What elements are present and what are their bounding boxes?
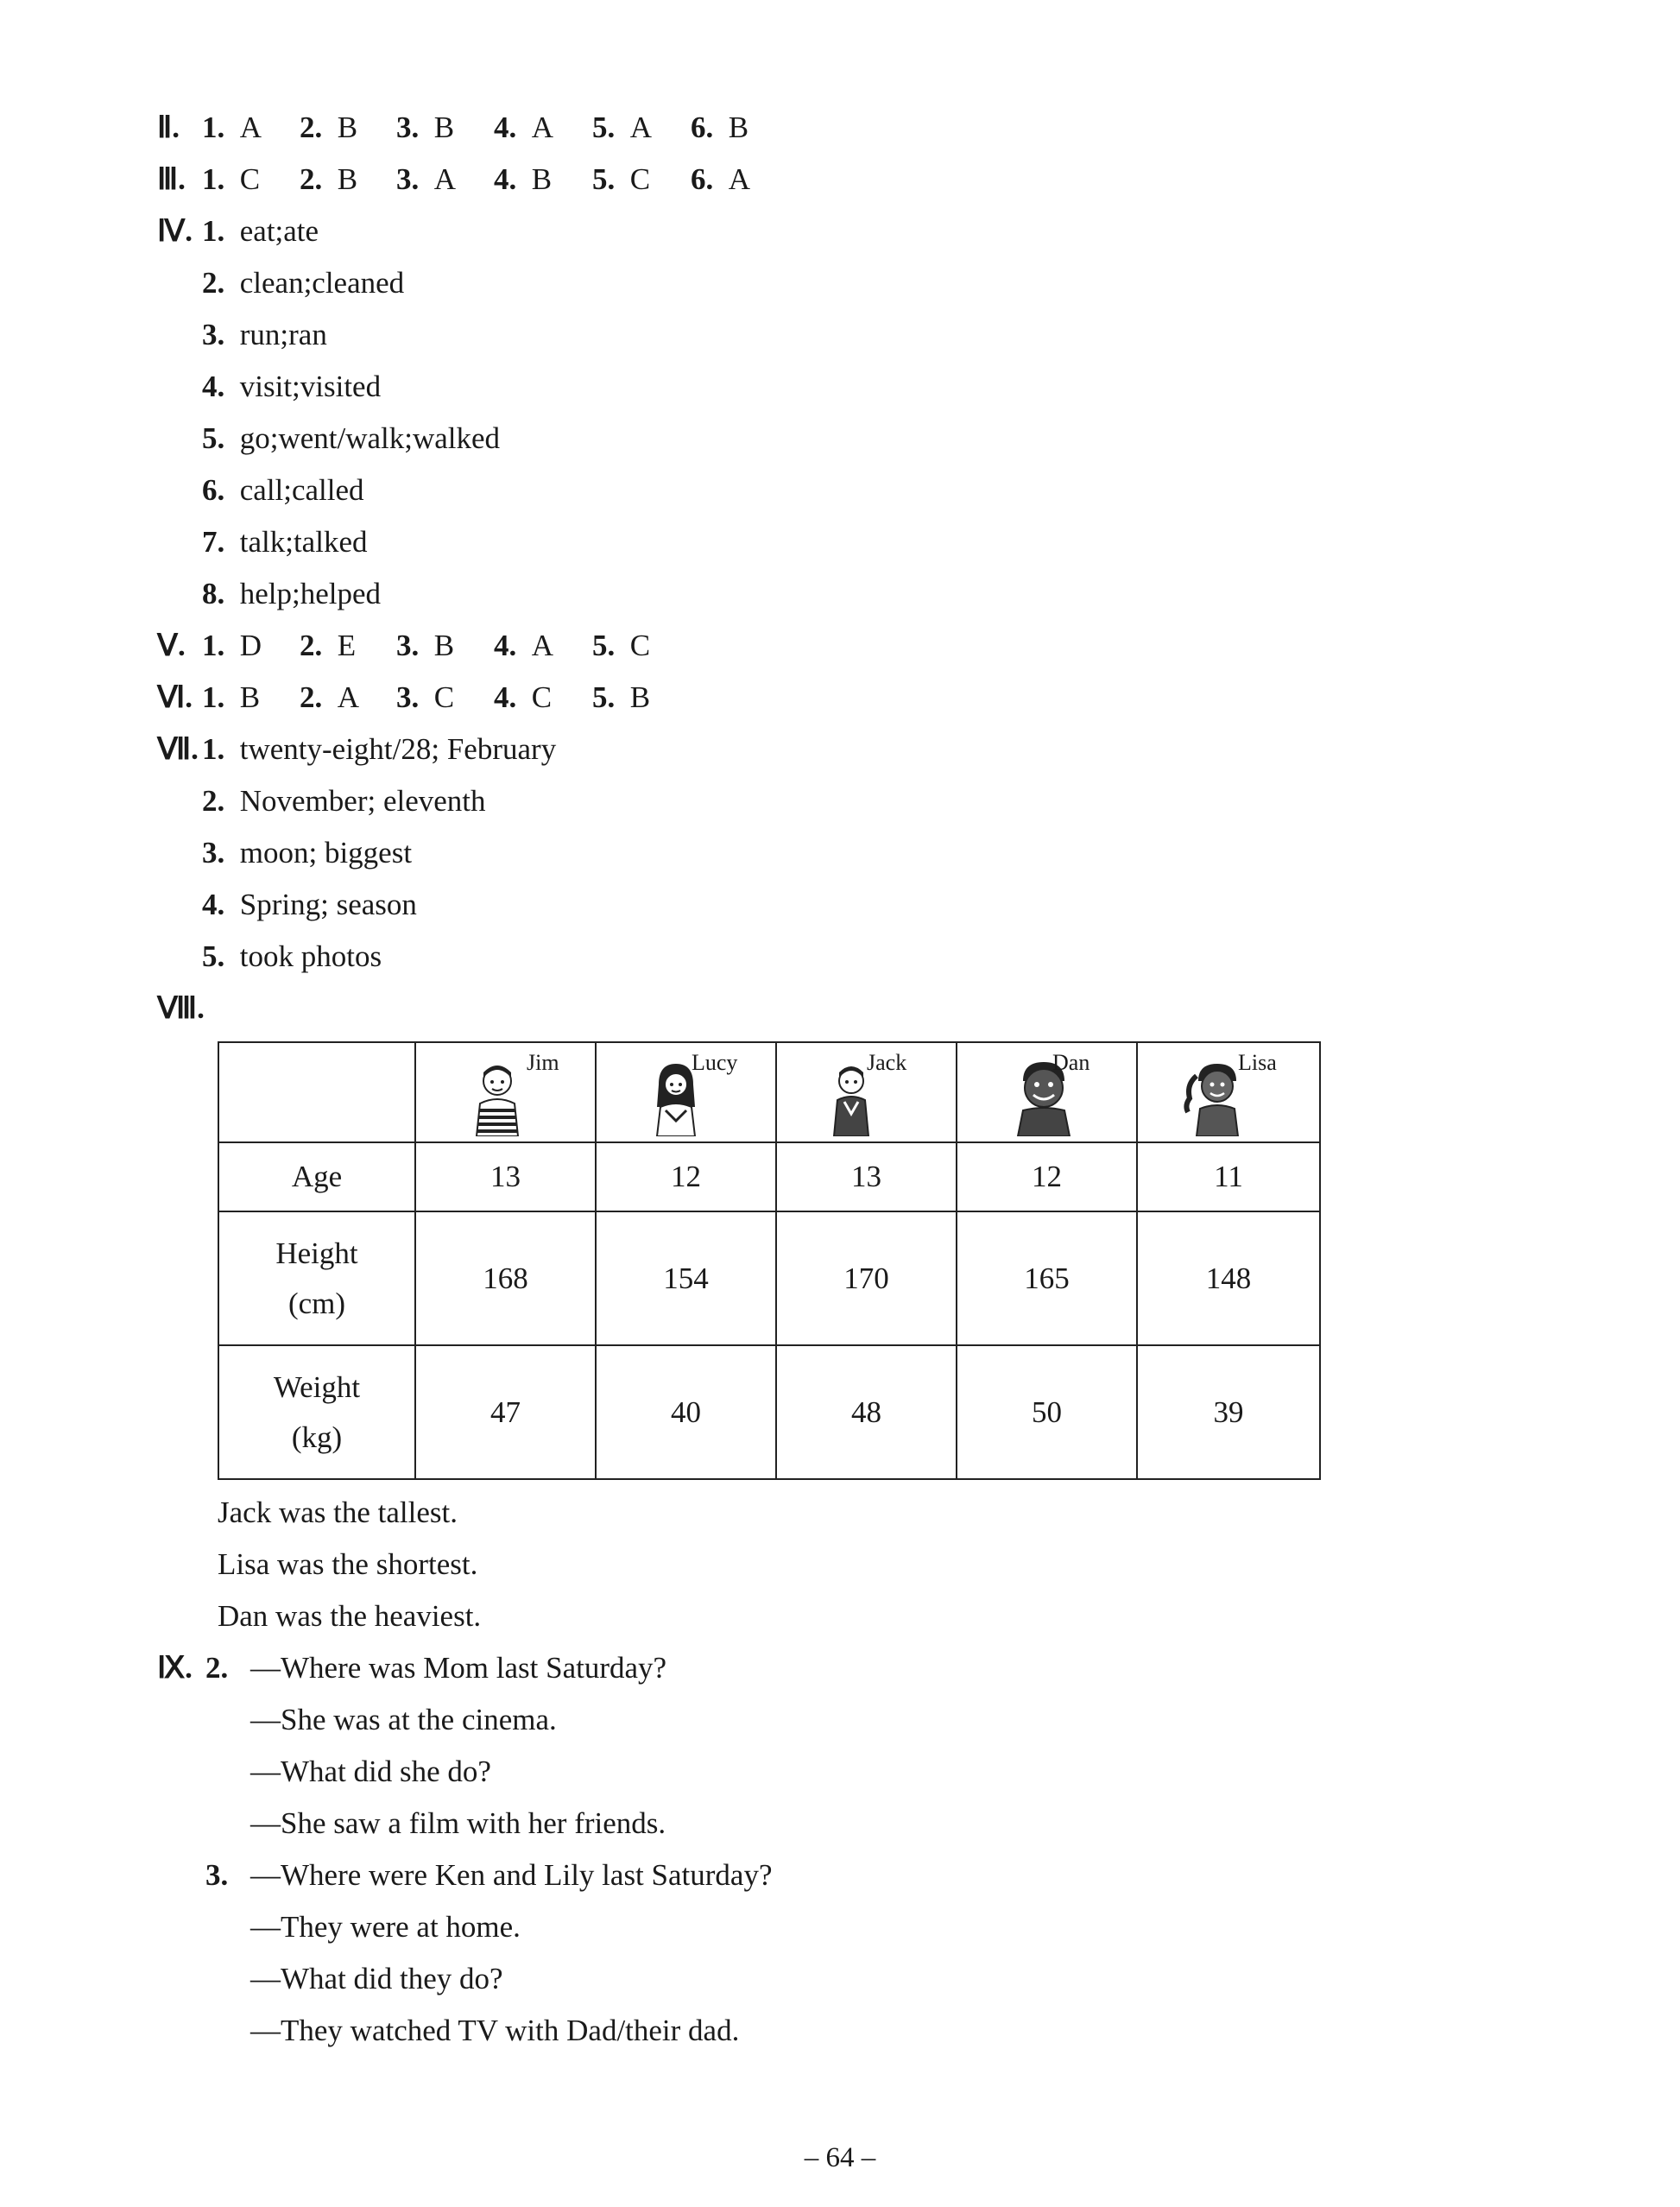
row-label: Weight (kg) [218, 1345, 415, 1479]
dialog-line: —What did they do? [250, 1962, 503, 1995]
list-item: 7. talk;talked [202, 525, 368, 559]
table-cell: 13 [415, 1142, 596, 1211]
answer-item: 1. B [202, 680, 261, 714]
dialog-line: —She was at the cinema. [250, 1703, 557, 1736]
answer-item: 4. C [494, 680, 553, 714]
answer-item: 5. C [592, 629, 651, 662]
answer-item: 4. B [494, 162, 553, 196]
section-vi-row [157, 673, 934, 722]
answer-item: 5. C [592, 162, 651, 196]
answer-item: 6. A [691, 162, 751, 196]
answer-item: 6. B [691, 111, 749, 144]
person-cell-jack [776, 1042, 957, 1142]
answer-item: 4. A [494, 629, 554, 662]
page-number: – 64 – [804, 2142, 876, 2173]
table-cell: 47 [415, 1345, 596, 1479]
person-name: Jack [867, 1050, 907, 1075]
table-cell: 50 [957, 1345, 1137, 1479]
list-item: 2. November; eleventh [202, 784, 486, 818]
dialog-line: —Where were Ken and Lily last Saturday? [250, 1858, 773, 1892]
boy-avatar-icon [466, 1059, 535, 1136]
answer-item: 2. B [300, 162, 358, 196]
list-item: 4. Spring; season [202, 888, 417, 921]
section-iii-row [157, 155, 934, 204]
answer-item: 3. C [396, 680, 455, 714]
dialog-number: 2. [205, 1651, 229, 1685]
section-iii-label: Ⅲ. [157, 162, 186, 196]
table-cell: 154 [596, 1211, 776, 1345]
list-item: 3. moon; biggest [202, 836, 413, 870]
list-item: 5. took photos [202, 939, 382, 973]
person-name: Lucy [692, 1050, 738, 1075]
table-cell: 40 [596, 1345, 776, 1479]
list-item: 3. run;ran [202, 318, 327, 351]
list-item: 6. call;called [202, 473, 364, 507]
summary-sentence: Lisa was the shortest. [218, 1547, 478, 1581]
table-cell: 170 [776, 1211, 957, 1345]
answer-item: 1. C [202, 162, 261, 196]
answer-item: 2. B [300, 111, 358, 144]
stats-table [218, 1041, 1321, 1480]
answer-item: 1. D [202, 629, 262, 662]
list-item: 2. clean;cleaned [202, 266, 405, 300]
section-vi-label: Ⅵ. [157, 680, 193, 714]
section-ii-label: Ⅱ. [157, 111, 180, 144]
table-cell: 12 [957, 1142, 1137, 1211]
person-name: Jim [527, 1050, 559, 1075]
table-cell: 148 [1137, 1211, 1320, 1345]
answer-item: 5. A [592, 111, 653, 144]
dialog-line: —Where was Mom last Saturday? [250, 1651, 667, 1685]
summary-sentence: Dan was the heaviest. [218, 1599, 482, 1633]
answer-item: 3. B [396, 629, 455, 662]
person-name: Lisa [1238, 1050, 1277, 1075]
section-v-label: Ⅴ. [157, 629, 186, 662]
row-label: Age [218, 1142, 415, 1211]
table-cell: 165 [957, 1211, 1137, 1345]
answer-item: 2. E [300, 629, 357, 662]
table-cell: 39 [1137, 1345, 1320, 1479]
list-item: 8. help;helped [202, 577, 382, 610]
table-row [218, 1345, 1320, 1479]
answer-item: 4. A [494, 111, 554, 144]
table-row [218, 1142, 1320, 1211]
dialog-line: —She saw a film with her friends. [250, 1806, 666, 1840]
section-viii-label: Ⅷ. [157, 991, 205, 1025]
table-cell: 13 [776, 1142, 957, 1211]
table-cell: 12 [596, 1142, 776, 1211]
answer-item: 3. B [396, 111, 455, 144]
section-iv-label: Ⅳ. [157, 214, 193, 248]
dialog-line: —They were at home. [250, 1910, 521, 1944]
list-item: 5. go;went/walk;walked [202, 421, 501, 455]
dialog-number: 3. [205, 1858, 229, 1892]
person-cell-jim [415, 1042, 596, 1142]
summary-sentence: Jack was the tallest. [218, 1496, 458, 1529]
person-cell-dan [957, 1042, 1137, 1142]
table-cell: 48 [776, 1345, 957, 1479]
person-name: Dan [1052, 1050, 1090, 1075]
table-header-row [218, 1042, 1320, 1142]
person-cell-lucy [596, 1042, 776, 1142]
table-corner-cell [218, 1042, 415, 1142]
list-item: 1. twenty-eight/28; February [202, 732, 557, 766]
list-item: 1. eat;ate [202, 214, 319, 248]
table-row [218, 1211, 1320, 1345]
dialog-line: —They watched TV with Dad/their dad. [250, 2014, 740, 2047]
list-item: 4. visit;visited [202, 370, 382, 403]
table-cell: 168 [415, 1211, 596, 1345]
row-label: Height (cm) [218, 1211, 415, 1345]
section-ix-label: Ⅸ. [157, 1651, 193, 1685]
section-ii-row [157, 104, 934, 152]
dialog-line: —What did she do? [250, 1755, 491, 1788]
section-v-row [157, 622, 934, 670]
person-cell-lisa [1137, 1042, 1320, 1142]
section-vii-label: Ⅶ. [157, 732, 199, 766]
answer-item: 5. B [592, 680, 651, 714]
answer-item: 1. A [202, 111, 262, 144]
answer-item: 2. A [300, 680, 360, 714]
table-cell: 11 [1137, 1142, 1320, 1211]
answer-item: 3. A [396, 162, 457, 196]
